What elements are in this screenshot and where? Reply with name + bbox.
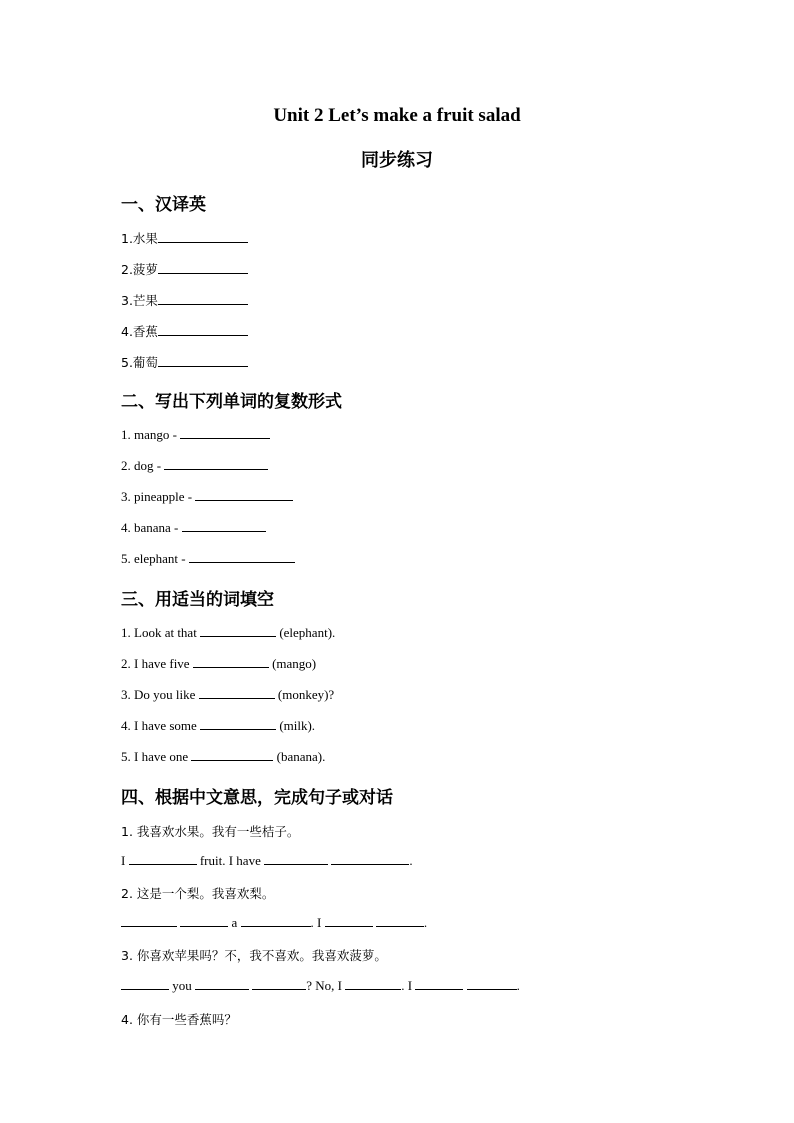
worksheet-title: Unit 2 Let’s make a fruit salad [273,105,521,126]
s2-item-1 [121,427,270,443]
answer-blank [158,231,248,243]
s4-q3-cn: 3. 你喜欢苹果吗？不，我不喜欢。我喜欢菠萝。 [121,948,387,963]
s4-q4-cn: 4. 你有一些香蕉吗？ [121,1012,237,1027]
s3-item-5 [121,749,325,765]
s4-q1-seg-3: . [409,853,413,868]
answer-blank [129,853,197,865]
s2-item-2-text: 2. dog - [121,458,165,473]
s4-q2-seg-3: . I [310,915,325,930]
answer-blank [376,915,424,927]
s3-item-1 [121,625,335,641]
answer-blank [182,520,266,532]
answer-blank [158,355,248,367]
section-2-heading: 二、写出下列单词的复数形式 [121,392,342,412]
s1-item-3-text: 3.芒果 [121,293,158,308]
s1-item-1 [121,229,248,247]
answer-blank [195,489,293,501]
section-3-heading: 三、用适当的词填空 [121,590,274,610]
s4-q1-cn: 1. 我喜欢水果。我有一些桔子。 [121,824,300,839]
s4-q1-seg-0: I [121,853,129,868]
answer-blank [158,293,248,305]
answer-blank [164,458,268,470]
s4-q2-seg-2: a [228,915,241,930]
s4-q3-seg-6: . [516,978,520,993]
s3-item-3-before: 3. Do you like [121,687,199,702]
s2-item-3-text: 3. pineapple - [121,489,196,504]
answer-blank [467,978,517,990]
answer-blank [191,749,273,761]
answer-blank [121,978,169,990]
s2-item-1-text: 1. mango - [121,427,181,442]
section-1-heading: 一、汉译英 [121,195,206,215]
answer-blank [199,687,275,699]
s4-q2-cn: 2. 这是一个梨。我喜欢梨。 [121,886,275,901]
s4-q3-answer [121,978,520,994]
s4-q1-prompt [121,822,299,840]
answer-blank [158,262,248,274]
s4-q1-seg-1: fruit. I have [196,853,265,868]
s3-item-4 [121,718,315,734]
s2-item-4-text: 4. banana - [121,520,182,535]
answer-blank [189,551,295,563]
s2-item-4 [121,520,266,536]
answer-blank [200,625,276,637]
answer-blank [193,656,269,668]
answer-blank [241,915,311,927]
s4-q1-answer [121,853,413,869]
s1-item-2-text: 2.菠萝 [121,262,158,277]
s3-item-2-before: 2. I have five [121,656,193,671]
s1-item-4-text: 4.香蕉 [121,324,158,339]
s1-item-5-text: 5.葡萄 [121,355,158,370]
s2-item-5 [121,551,295,567]
answer-blank [415,978,463,990]
section-4-heading: 四、根据中文意思，完成句子或对话 [121,788,393,808]
s1-item-5 [121,353,248,371]
s4-q2-prompt [121,884,274,902]
s4-q3-seg-4: . I [401,978,416,993]
s4-q3-prompt [121,946,387,964]
s4-q3-seg-3: ? No, I [306,978,346,993]
answer-blank [180,915,228,927]
s3-item-1-after: (elephant). [276,625,336,640]
s3-item-4-after: (milk). [276,718,316,733]
answer-blank [195,978,249,990]
answer-blank [158,324,248,336]
answer-blank [180,427,270,439]
answer-blank [200,718,276,730]
s2-item-2 [121,458,268,474]
s2-item-3 [121,489,293,505]
s1-item-4 [121,322,248,340]
answer-blank [264,853,328,865]
s1-item-3 [121,291,248,309]
s3-item-5-before: 5. I have one [121,749,192,764]
s3-item-3-after: (monkey)? [274,687,335,702]
s4-q3-seg-1: you [169,978,195,993]
worksheet-subtitle: 同步练习 [361,150,433,171]
s1-item-1-text: 1.水果 [121,231,158,246]
s3-item-4-before: 4. I have some [121,718,201,733]
answer-blank [252,978,306,990]
s3-item-5-after: (banana). [273,749,326,764]
answer-blank [345,978,401,990]
s1-item-2 [121,260,248,278]
s4-q2-answer [121,915,427,931]
s4-q2-seg-5: . [423,915,428,930]
answer-blank [331,853,409,865]
s4-q4-prompt [121,1010,237,1028]
s3-item-2-after: (mango) [268,656,317,671]
s3-item-2 [121,656,316,672]
s2-item-5-text: 5. elephant - [121,551,189,566]
answer-blank [121,915,177,927]
answer-blank [325,915,373,927]
s3-item-1-before: 1. Look at that [121,625,201,640]
s3-item-3 [121,687,334,703]
